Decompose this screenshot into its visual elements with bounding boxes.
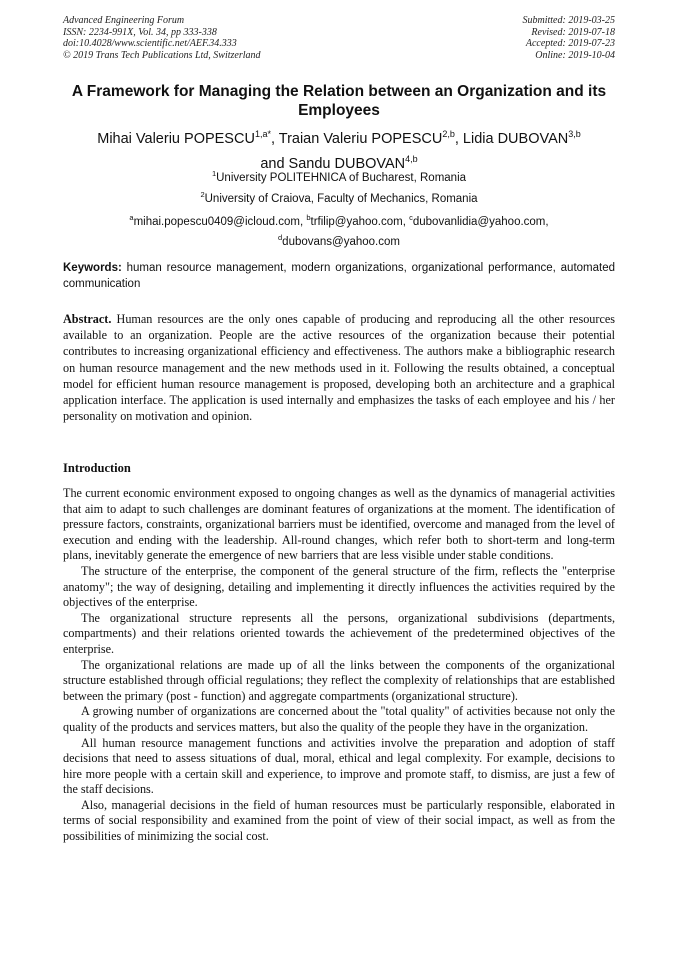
paragraph: The current economic environment exposed to ongoing changes as well as the dynamics of managerial activities that aim to adapt to such challenges are dominant features of organizations at the moment. The identification of pressure factors, constraints, organizational barriers must be identified, overcome and managed from the level of execution and ending with the leadership. All-round changes, which refer both to short-term and long-term plans, inevitably generate the emergence of new barriers that are less visible under stable conditions. [63, 486, 615, 563]
author-separator: , [270, 130, 279, 147]
keywords-label: Keywords: [63, 262, 122, 274]
abstract-text: Human resources are the only ones capable of producing and reproducing all the other resources available to an organization. People are the active resources of the organization because their potential contributes to increasing organizational efficiency and effectiveness. The authors make a bibliographic research on human resource management and the new methods used in it. Following the results obtained, a conceptual model for efficient human resource management is proposed, developing both an architecture and a graphical application interface. The application is used internally and emphasizes the tasks of each employee and his / her personality on motivation and opinion. [63, 312, 616, 424]
email-superscript: d [278, 232, 283, 242]
abstract-label: Abstract. [63, 312, 112, 326]
affiliation-superscript: 2 [200, 190, 205, 199]
accepted-date: Accepted: 2019-07-23 [525, 38, 615, 49]
email-link[interactable]: dubovanlidia@yahoo.com, [412, 215, 549, 228]
journal-name: Advanced Engineering Forum [63, 15, 185, 26]
paper-title: A Framework for Managing the Relation between an Organization and its Employees [71, 83, 607, 119]
submitted-date: Submitted: 2019-03-25 [522, 15, 615, 26]
journal-copyright: © 2019 Trans Tech Publications Ltd, Switzerland [63, 49, 261, 61]
author-superscript: 2,b [442, 129, 455, 139]
abstract-section [63, 311, 615, 424]
paragraph: Also, managerial decisions in the field of human resources must be particularly responsible, elaborated in terms of social responsibility and examined from the point of view of their social impact, as well as from the possibilities of minimizing the social cost. [63, 797, 615, 844]
journal-doi: doi:10.4028/www.scientific.net/AEF.34.333 [63, 38, 237, 49]
email-link[interactable]: mihai.popescu0409@icloud.com, [133, 215, 307, 228]
online-date: Online: 2019-10-04 [535, 49, 615, 61]
affiliation-text: University of Craiova, Faculty of Mechanics, Romania [204, 192, 478, 205]
revised-date: Revised: 2019-07-18 [531, 26, 615, 38]
paragraph: The organizational relations are made up of all the links between the components of the organizational structure established through official regulations; they reflect the complexity of relationships that are established between the primary (post - function) and aggregate compartments (organizational structure). [63, 657, 615, 703]
affiliation-text: University POLITEHNICA of Bucharest, Romania [216, 171, 467, 184]
author-name: and Sandu DUBOVAN [260, 155, 406, 172]
journal-issn: ISSN: 2234-991X, Vol. 34, pp 333-338 [63, 26, 217, 38]
email-superscript: a [129, 213, 134, 222]
publication-dates [523, 15, 616, 61]
journal-info [63, 15, 261, 61]
author-emails [63, 210, 615, 250]
paragraph: A growing number of organizations are concerned about the "total quality" of activities because not only the quality of the products and services matters, but also the quality of the people they have in the organization. [63, 704, 615, 734]
author-superscript: 3,b [568, 129, 581, 139]
email-link[interactable]: dubovans@yahoo.com [282, 235, 400, 248]
keywords-text: human resource management, modern organizations, organizational performance, automated communication [63, 262, 615, 290]
affiliation [63, 167, 615, 185]
author-separator: , [454, 130, 463, 147]
author-name: Traian Valeriu POPESCU [278, 130, 443, 147]
paragraph: The structure of the enterprise, the component of the general structure of the firm, reflects the "enterprise anatomy"; the way of designing, detailing and implementing it directly influences the activities required by the objectives of the enterprise. [63, 563, 615, 610]
author-superscript: 1,a* [254, 129, 271, 139]
affiliation [63, 188, 615, 206]
author-name: Lidia DUBOVAN [462, 130, 569, 147]
author-name: Mihai Valeriu POPESCU [97, 130, 255, 147]
affiliation-superscript: 1 [211, 169, 217, 178]
keywords-section [63, 261, 615, 292]
email-superscript: c [409, 213, 413, 222]
section-heading: Introduction [63, 461, 131, 475]
paragraph: The organizational structure represents all the persons, organizational subdivisions (departments, compartments) and their relations oriented towards the achievement of the predetermined objectives of the enterprise. [63, 610, 615, 656]
journal-header [63, 15, 615, 63]
introduction-body [63, 486, 615, 845]
author-superscript: 4,b [405, 153, 418, 164]
email-superscript: b [306, 213, 311, 222]
email-link[interactable]: trfilip@yahoo.com, [310, 215, 410, 228]
paragraph: All human resource management functions and activities involve the preparation and adoption of staff decisions that need to assess situations of dual, moral, ethical and legal complexity. For example, decisions to hire more people with a certain skill and experience, to improve and promote staff, to dismiss, are just a few of the staff decisions. [63, 735, 615, 797]
